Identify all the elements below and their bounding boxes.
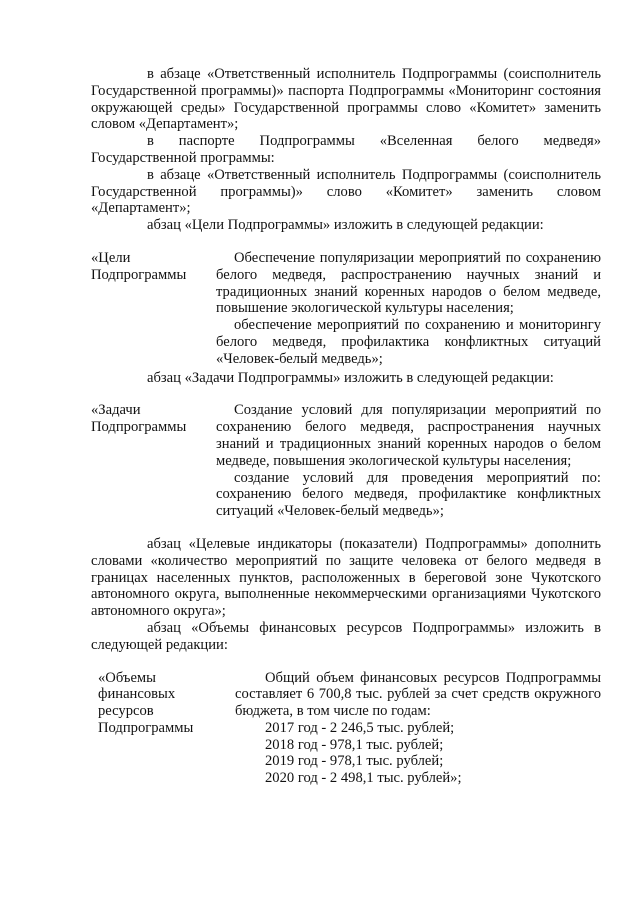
- document-page: [91, 66, 601, 787]
- paragraph-finance-intro: абзац «Объемы финансовых ресурсов Подпрограммы» изложить в следующей редакции:: [91, 619, 601, 653]
- finance-label: «Объемы финансовых ресурсов Подпрограммы: [98, 669, 194, 736]
- paragraph-polar-bear-passport: в паспорте Подпрограммы «Вселенная белого медведя» Государственной программы:: [91, 133, 601, 166]
- finance-year-2020: 2020 год - 2 498,1 тыс. рублей»;: [265, 770, 462, 787]
- finance-year-2017: 2017 год - 2 246,5 тыс. рублей;: [265, 719, 455, 736]
- goals-table: [91, 250, 601, 368]
- tasks-table: [91, 402, 601, 520]
- goals-text: Обеспечение популяризации мероприятий по сохранению белого медведя, распространению научных знаний и традиционных знаний коренных народов о белом медведе, повышение экологической культуры населения; обеспечение мероприятий по сохранению и мониторингу белого медведя, профилактика конфликтных ситуаций «Человек-белый медведь»;: [216, 249, 601, 367]
- finance-text: Общий объем финансовых ресурсов Подпрограммы составляет 6 700,8 тыс. рублей за счет средств окружного бюджета, в том числе по годам: 2017 год - 2 246,5 тыс. рублей; 2018 год - 978,1 тыс. рублей; 2019 год - 978,1 тыс. рублей; 2020 год - 2 498,1 тыс. рублей»;: [235, 669, 601, 787]
- goals-label: «Цели Подпрограммы: [91, 249, 187, 283]
- finance-year-2019: 2019 год - 978,1 тыс. рублей;: [265, 753, 444, 770]
- finance-table: [98, 670, 601, 788]
- tasks-text: Создание условий для популяризации мероприятий по сохранению белого медведя, распространения научных знаний и традиционных знаний коренных народов о белом медведе, повышения экологической культуры населения; создание условий для проведения мероприятий по: сохранению белого медведя, профилактике конфликтных ситуаций «Человек-белый медведь»;: [216, 402, 601, 520]
- paragraph-committee-replace: в абзаце «Ответственный исполнитель Подпрограммы (соисполнитель Государственной программы)» слово «Комитет» заменить словом «Департамент»;: [91, 166, 601, 217]
- tasks-label: «Задачи Подпрограммы: [91, 402, 187, 436]
- paragraph-tasks-intro: абзац «Задачи Подпрограммы» изложить в следующей редакции:: [147, 369, 554, 386]
- finance-year-2018: 2018 год - 978,1 тыс. рублей;: [265, 736, 444, 753]
- paragraph-responsible-executor: в абзаце «Ответственный исполнитель Подпрограммы (соисполнитель Государственной программы)» паспорта Подпрограммы «Мониторинг состояния окружающей среды» Государственной программы слово «Комитет» заменить словом «Департамент»;: [91, 66, 601, 133]
- paragraph-indicators: абзац «Целевые индикаторы (показатели) Подпрограммы» дополнить словами «количество мероприятий по защите человека от белого медведя в границах населенных пунктов, расположенных в береговой зоне Чукотского автономного округа, выполненные некоммерческими организациями Чукотского автономного округа»;: [91, 535, 601, 620]
- paragraph-goals-intro: абзац «Цели Подпрограммы» изложить в следующей редакции:: [147, 217, 544, 234]
